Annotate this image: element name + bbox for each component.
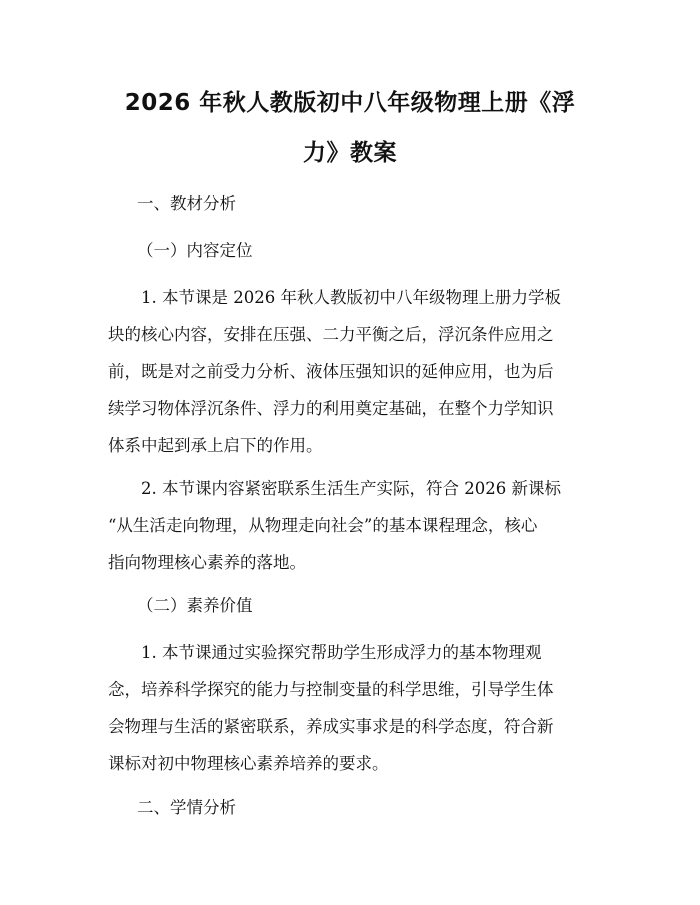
paragraph-line: 课标对初中物理核心素养培养的要求。 bbox=[108, 754, 389, 773]
paragraph-line: 指向物理核心素养的落地。 bbox=[108, 553, 306, 572]
paragraph-line: 念，培养科学探究的能力与控制变量的科学思维，引导学生体 bbox=[108, 680, 554, 699]
paragraph-line: 前，既是对之前受力分析、液体压强知识的延伸应用，也为后 bbox=[108, 362, 554, 381]
paragraph-content-position-1 bbox=[108, 279, 608, 464]
paragraph-content-position-2 bbox=[108, 470, 608, 581]
paragraph-line: 1. 本节课是 2026 年秋人教版初中八年级物理上册力学板 bbox=[141, 288, 561, 307]
paragraph-line: 块的核心内容，安排在压强、二力平衡之后，浮沉条件应用之 bbox=[108, 325, 554, 344]
title-line-1: 2026 年秋人教版初中八年级物理上册《浮 bbox=[124, 90, 576, 116]
paragraph-line: 2. 本节课内容紧密联系生活生产实际，符合 2026 新课标 bbox=[141, 479, 561, 498]
title-line-2: 力》教案 bbox=[303, 140, 397, 166]
paragraph-literacy-value-1 bbox=[108, 634, 608, 782]
section-heading-learning-situation: 二、学情分析 bbox=[137, 798, 236, 817]
document-title bbox=[110, 78, 590, 178]
paragraph-line: 续学习物体浮沉条件、浮力的利用奠定基础，在整个力学知识 bbox=[108, 399, 554, 418]
paragraph-line: 会物理与生活的紧密联系，养成实事求是的科学态度，符合新 bbox=[108, 717, 554, 736]
paragraph-line: 体系中起到承上启下的作用。 bbox=[108, 436, 323, 455]
subsection-heading-literacy-value: （二）素养价值 bbox=[137, 596, 253, 615]
paragraph-line: 1. 本节课通过实验探究帮助学生形成浮力的基本物理观 bbox=[141, 643, 542, 662]
section-heading-teaching-material: 一、教材分析 bbox=[137, 194, 236, 213]
paragraph-line: “从生活走向物理，从物理走向社会”的基本课程理念，核心 bbox=[108, 516, 538, 535]
subsection-heading-content-position: （一）内容定位 bbox=[137, 241, 253, 260]
